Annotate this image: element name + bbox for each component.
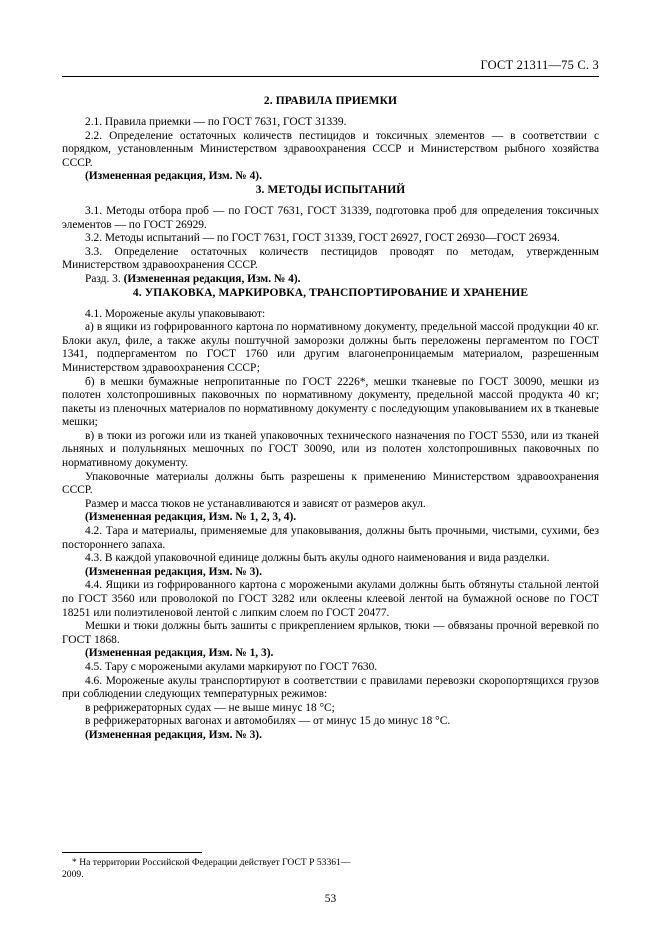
paragraph-4-6: 4.6. Мороженые акулы транспортируют в соответствии с правилами перевозки скоропортящихся грузов при соблюдении следующих температурных режимов:: [62, 674, 599, 701]
section-title-2: 2. ПРАВИЛА ПРИЕМКИ: [263, 95, 398, 107]
section-title-4: 4. УПАКОВКА, МАРКИРОВКА, ТРАНСПОРТИРОВАНИЕ И ХРАНЕНИЕ: [132, 286, 529, 299]
paragraph-4-1-v: в) в тюки из рогожи или из тканей упаковочных технического назначения по ГОСТ 5530, или из тканей льняных и полульняных мешочных по ГОСТ 30090, или из полотен холстопрошивных паковочных по нормативному документу.: [62, 429, 599, 470]
paragraph-4-2: 4.2. Тара и материалы, применяемые для упаковывания, должны быть прочными, чистыми, сухими, без постороннего запаха.: [62, 525, 599, 551]
footnote-divider: [62, 852, 202, 853]
page-header: ГОСТ 21311—75 С. 3: [480, 58, 599, 72]
amendment-note-4-4: (Измененная редакция, Изм. № 1, 3).: [85, 647, 274, 660]
section-title-3: 3. МЕТОДЫ ИСПЫТАНИЙ: [255, 183, 406, 196]
footnote-text: * На территории Российской Федерации действует ГОСТ Р 53361—2009.: [62, 857, 351, 880]
paragraph-4-5: 4.5. Тару с морожеными акулами маркируют по ГОСТ 7630.: [85, 660, 378, 673]
amendment-note-3-text: Разд. 3. (Измененная редакция, Изм. № 4).: [85, 272, 301, 285]
amendment-note-3: [62, 273, 599, 287]
paragraph-4-1-a: а) в ящики из гофрированного картона по нормативному документу, предельной массой продукции 40 кг. Блоки акул, филе, а также акулы поштучной заморозки должны быть переложены пергаментом по ГОСТ 1341, подпергаментом по ГОСТ 1760 или другим влагонепроницаемым материалом, разрешенным Министерством здравоохранения СССР;: [62, 321, 599, 374]
amendment-note-4-3: (Измененная редакция, Изм. № 3).: [85, 565, 262, 578]
amendment-note-2: (Измененная редакция, Изм. № 4).: [85, 170, 262, 183]
page-content: [62, 58, 599, 743]
paragraph-2-1: 2.1. Правила приемки — по ГОСТ 7631, ГОСТ 31339.: [85, 116, 347, 128]
footnote-area: [62, 852, 362, 881]
paragraph-4-4: 4.4. Ящики из гофрированного картона с морожеными акулами должны быть обтянуты стальной лентой по ГОСТ 3560 или проволокой по ГОСТ 3282 или оклеены клеевой лентой на бумажной основе по ГОСТ 18251 или полиэтиленовой лентой с липким слоем по ГОСТ 20477.: [62, 579, 599, 619]
header-divider: [62, 76, 599, 77]
paragraph-temp-wagons: в рефрижераторных вагонах и автомобилях — от минус 15 до минус 18 °C.: [85, 715, 451, 728]
paragraph-3-3: 3.3. Определение остаточных количеств пестицидов проводят по методам, утвержденным Министерством здравоохранения СССР.: [62, 245, 599, 272]
paragraph-4-1: 4.1. Мороженые акулы упаковывают:: [85, 307, 266, 320]
amendment-note-4-1: (Измененная редакция, Изм. № 1, 2, 3, 4).: [85, 511, 297, 524]
paragraph-packaging-materials: Упаковочные материалы должны быть разрешены к применению Министерством здравоохранения СССР.: [62, 470, 599, 497]
paragraph-bags-bales: Мешки и тюки должны быть зашиты с прикреплением ярлыков, тюки — обвязаны прочной веревкой по ГОСТ 1868.: [62, 620, 599, 646]
paragraph-2-2: 2.2. Определение остаточных количеств пестицидов и токсичных элементов — в соответствии с порядком, установленным Министерством здравоохранения СССР и Министерством рыбного хозяйства СССР.: [62, 129, 599, 169]
paragraph-4-3: 4.3. В каждой упаковочной единице должны быть акулы одного наименования и вида разделки.: [85, 552, 550, 565]
paragraph-3-1: 3.1. Методы отбора проб — по ГОСТ 7631, ГОСТ 31339, подготовка проб для определения токсичных элементов — по ГОСТ 26929.: [62, 204, 599, 231]
paragraph-3-2: 3.2. Методы испытаний — по ГОСТ 7631, ГОСТ 31339, ГОСТ 26927, ГОСТ 26930—ГОСТ 26934.: [85, 232, 560, 245]
paragraph-bale-size: Размер и масса тюков не устанавливаются и зависят от размеров акул.: [85, 497, 426, 510]
paragraph-4-1-b: б) в мешки бумажные непропитанные по ГОСТ 2226*, мешки тканевые по ГОСТ 30090, мешки из полотен холстопрошивных паковочных по нормативному документу, предельной массой продукта 40 кг; пакеты из пленочных материалов по нормативному документу с последующим упаковыванием их в тканевые мешки;: [62, 375, 599, 429]
paragraph-temp-ships: в рефрижераторных судах — не выше минус 18 °C;: [85, 701, 335, 714]
amendment-note-4-6: (Измененная редакция, Изм. № 3).: [85, 728, 262, 741]
page-number: 53: [324, 893, 337, 905]
